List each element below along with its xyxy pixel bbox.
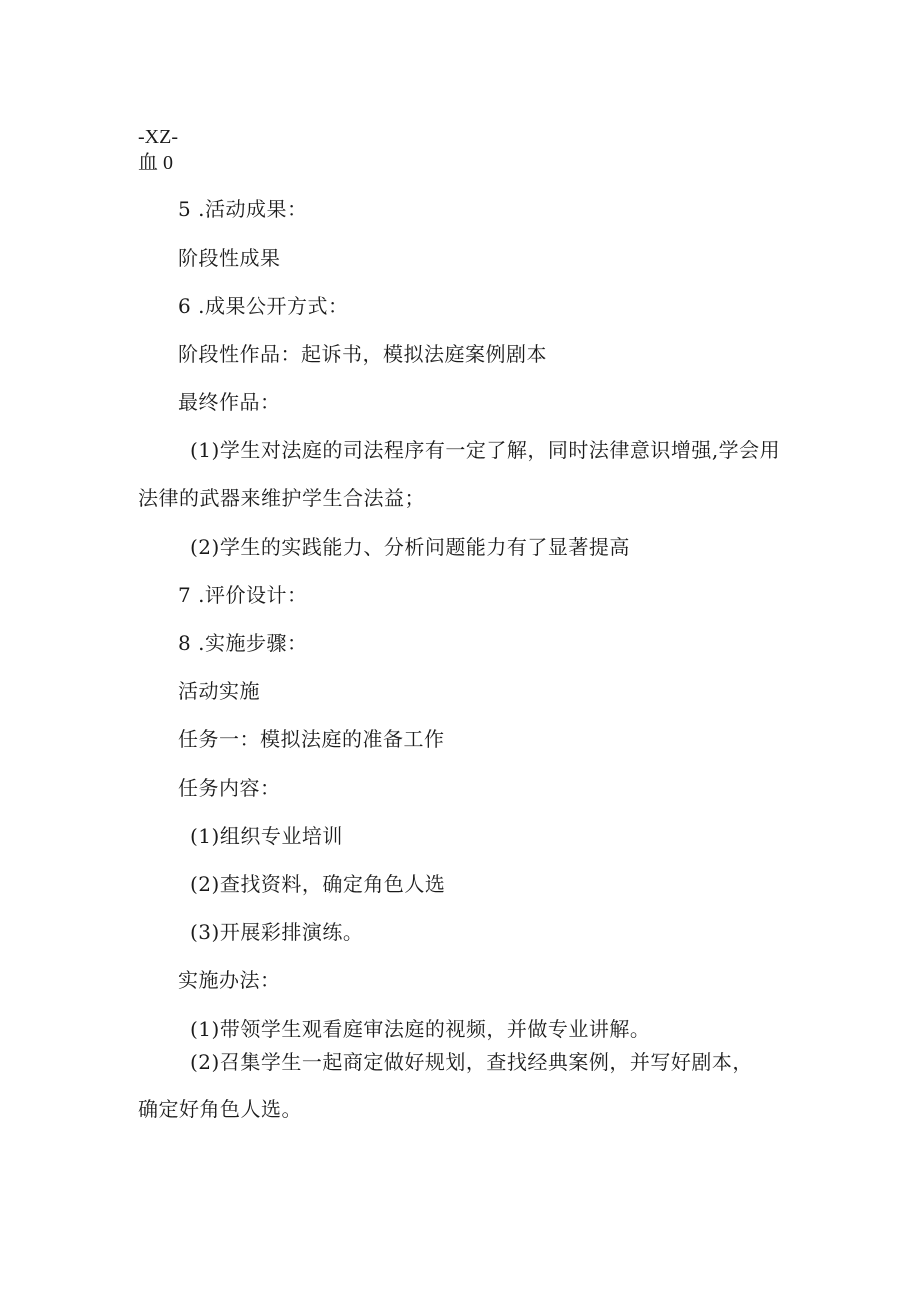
header-mark-line1: -XZ- xyxy=(138,126,178,148)
method-item2-line2: 确定好角色人选。 xyxy=(138,1097,302,1121)
final-item1-line2: 法律的武器来维护学生合法益； xyxy=(138,486,425,510)
final-item2: (2)学生的实践能力、分析问题能力有了显著提高 xyxy=(190,535,630,559)
header-mark-line2: 血 0 xyxy=(138,152,173,174)
activity-label: 活动实施 xyxy=(178,679,260,703)
section6-heading: 6 .成果公开方式： xyxy=(178,294,349,318)
section5-heading: 5 .活动成果： xyxy=(178,197,308,221)
final-item1-line1: (1)学生对法庭的司法程序有一定了解，同时法律意识增强,学会用 xyxy=(190,438,781,462)
section8-heading: 8 .实施步骤： xyxy=(178,631,308,655)
task1-title: 任务一：模拟法庭的准备工作 xyxy=(178,727,445,751)
method-label: 实施办法： xyxy=(178,968,281,992)
section5-text: 阶段性成果 xyxy=(178,246,281,270)
task-item: (3)开展彩排演练。 xyxy=(190,920,364,944)
section7-heading: 7 .评价设计： xyxy=(178,583,308,607)
task-item: (2)查找资料，确定角色人选 xyxy=(190,872,446,896)
task-item: (1)组织专业培训 xyxy=(190,824,343,848)
method-item1: (1)带领学生观看庭审法庭的视频，并做专业讲解。 xyxy=(190,1017,651,1041)
task-content-label: 任务内容： xyxy=(178,776,281,800)
stage-works: 阶段性作品：起诉书，模拟法庭案例剧本 xyxy=(178,342,547,366)
final-works-label: 最终作品： xyxy=(178,390,281,414)
method-item2-line1: (2)召集学生一起商定做好规划，查找经典案例，并写好剧本， xyxy=(190,1050,753,1074)
